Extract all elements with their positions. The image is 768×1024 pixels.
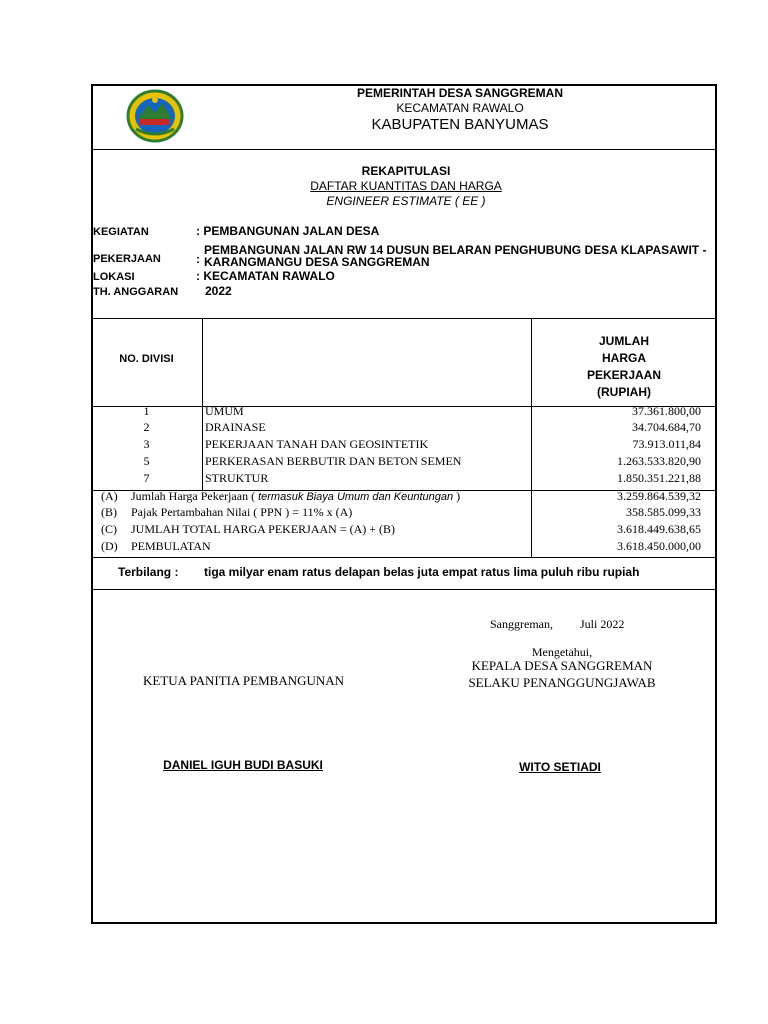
header-line-3: KABUPATEN BANYUMAS — [371, 116, 549, 133]
row-value: 73.913.011,84 — [632, 437, 701, 451]
header-divider — [93, 149, 715, 150]
summary-code: (B) — [101, 505, 117, 519]
header-line-1: PEMERINTAH DESA SANGGREMAN — [356, 86, 563, 100]
sign-left-name: DANIEL IGUH BUDI BASUKI — [163, 758, 323, 772]
summary-code: (D) — [101, 539, 118, 553]
banyumas-emblem-logo — [126, 89, 184, 143]
row-value: 34.704.684,70 — [632, 420, 701, 434]
sign-date: Juli 2022 — [580, 617, 625, 631]
table-bottom-divider — [93, 557, 715, 558]
row-no: 3 — [143, 437, 150, 451]
row-value: 1.850.351.221,88 — [617, 471, 701, 485]
row-no: 2 — [143, 420, 150, 434]
sign-right-title-1: KEPALA DESA SANGGREMAN — [471, 658, 653, 673]
col-header-jumlah-1: JUMLAH — [599, 334, 649, 348]
title-engineer-estimate: ENGINEER ESTIMATE ( EE ) — [326, 194, 486, 208]
row-name: PERKERASAN BERBUTIR DAN BETON SEMEN — [205, 454, 462, 468]
sign-left-title: KETUA PANITIA PEMBANGUNAN — [143, 673, 345, 688]
col-header-jumlah-2: HARGA — [602, 351, 646, 365]
lokasi-value: : KECAMATAN RAWALO — [196, 269, 335, 283]
summary-code: (C) — [101, 522, 117, 536]
sign-right-name: WITO SETIADI — [519, 760, 601, 774]
terbilang-divider — [93, 589, 715, 590]
row-name: UMUM — [205, 404, 244, 418]
header-line-2: KECAMATAN RAWALO — [396, 101, 524, 115]
sign-place: Sanggreman, — [490, 617, 553, 631]
summary-code: (A) — [101, 489, 118, 503]
terbilang-value: tiga milyar enam ratus delapan belas juta empat ratus lima puluh ribu rupiah — [204, 565, 640, 579]
anggaran-label: TH. ANGGARAN — [93, 286, 179, 298]
title-rekapitulasi: REKAPITULASI — [361, 164, 451, 178]
title-daftar: DAFTAR KUANTITAS DAN HARGA — [310, 179, 502, 193]
row-name: DRAINASE — [205, 420, 266, 434]
table-col-divider-1 — [202, 318, 203, 490]
terbilang-label: Terbilang : — [118, 565, 179, 579]
row-no: 5 — [143, 454, 150, 468]
col-header-no-divisi: NO. DIVISI — [119, 353, 174, 365]
row-name: PEKERJAAN TANAH DAN GEOSINTETIK — [205, 437, 429, 451]
summary-label: Jumlah Harga Pekerjaan ( termasuk Biaya Umum dan Keuntungan ) — [131, 489, 461, 503]
sign-right-title-2: SELAKU PENANGGUNGJAWAB — [468, 675, 656, 690]
kegiatan-value: : PEMBANGUNAN JALAN DESA — [196, 224, 380, 238]
kegiatan-label: KEGIATAN — [93, 226, 149, 238]
summary-label: JUMLAH TOTAL HARGA PEKERJAAN = (A) + (B) — [131, 522, 396, 536]
summary-label: PEMBULATAN — [131, 539, 211, 553]
lokasi-label: LOKASI — [93, 271, 135, 283]
sign-mengetahui: Mengetahui, — [531, 645, 593, 659]
summary-value: 358.585.099,33 — [626, 505, 701, 519]
info-divider — [93, 318, 715, 319]
summary-value: 3.618.450.000,00 — [617, 539, 701, 553]
row-value: 37.361.800,00 — [632, 404, 701, 418]
document-frame — [91, 84, 717, 924]
col-header-jumlah-4: (RUPIAH) — [597, 385, 651, 399]
row-no: 1 — [143, 404, 150, 418]
row-no: 7 — [143, 471, 150, 485]
pekerjaan-value-line-1: PEMBANGUNAN JALAN RW 14 DUSUN BELARAN PENGHUBUNG DESA KLAPASAWIT - — [204, 243, 707, 257]
summary-value: 3.259.864.539,32 — [617, 489, 701, 503]
pekerjaan-label: PEKERJAAN — [93, 253, 161, 265]
row-name: STRUKTUR — [205, 471, 269, 485]
col-header-jumlah-3: PEKERJAAN — [586, 368, 661, 382]
summary-label: Pajak Pertambahan Nilai ( PPN ) = 11% x (A) — [131, 505, 353, 519]
anggaran-value: 2022 — [205, 284, 232, 298]
row-value: 1.263.533.820,90 — [617, 454, 701, 468]
summary-value: 3.618.449.638,65 — [617, 522, 701, 536]
pekerjaan-colon: : — [196, 252, 200, 266]
pekerjaan-value-line-2: KARANGMANGU DESA SANGGREMAN — [204, 255, 430, 269]
